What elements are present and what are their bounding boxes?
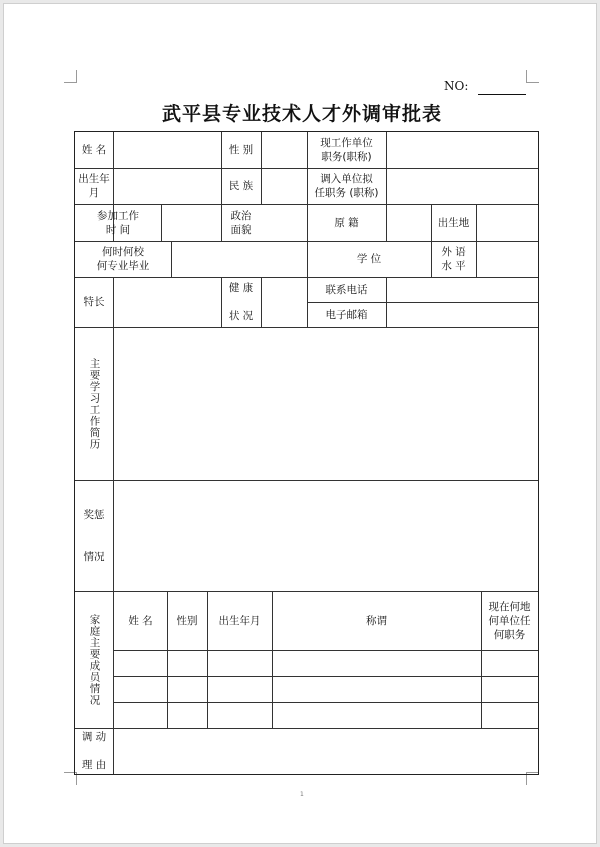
label-ethnicity: 民 族 (228, 180, 254, 192)
work-start-input[interactable] (162, 204, 221, 241)
email-input[interactable] (387, 302, 538, 327)
label-family: 家庭主要成员情况 (88, 613, 101, 706)
name-input[interactable] (114, 132, 221, 168)
specialty-input[interactable] (114, 277, 221, 327)
birthplace-input[interactable] (477, 204, 538, 241)
label-gender: 性 别 (228, 144, 254, 156)
crop-mark (64, 70, 77, 83)
family-row[interactable] (114, 677, 538, 702)
label-political: 政治 面貌 (230, 209, 252, 236)
school-input[interactable] (172, 241, 307, 277)
label-resume: 主要学习工作简历 (88, 357, 101, 450)
family-row[interactable] (114, 703, 538, 728)
label-reason: 调 动 理 由 (81, 731, 107, 771)
birth-date-input[interactable] (114, 168, 221, 204)
crop-mark (526, 70, 539, 83)
document-page (3, 3, 597, 844)
approval-form-table (74, 131, 539, 775)
label-birthplace: 出生地 (437, 216, 470, 229)
awards-textarea[interactable] (114, 481, 538, 591)
gender-input[interactable] (262, 132, 307, 168)
label-target-unit: 调入单位拟 任职务 (职称) (314, 173, 379, 199)
label-health: 健 康 状 况 (228, 282, 254, 322)
serial-number-field[interactable] (478, 94, 526, 95)
target-unit-input[interactable] (387, 168, 538, 204)
phone-input[interactable] (387, 277, 538, 302)
family-header-gender: 性别 (176, 614, 198, 627)
label-awards: 奖惩 情况 (83, 508, 105, 563)
family-header-position: 现在何地 何单位任 何职务 (488, 600, 531, 641)
current-unit-input[interactable] (387, 132, 538, 168)
resume-textarea[interactable] (114, 328, 538, 480)
label-school: 何时何校 何专业毕业 (96, 246, 150, 272)
language-input[interactable] (477, 241, 538, 277)
family-header-birth: 出生年月 (218, 614, 261, 627)
label-email: 电子邮箱 (325, 308, 368, 321)
reason-textarea[interactable] (114, 729, 538, 774)
label-work-start: 参加工作 时 间 (97, 209, 139, 236)
page-title: 武平县专业技术人才外调审批表 (161, 103, 442, 125)
family-header-relation: 称谓 (366, 614, 387, 627)
label-language: 外 语 水 平 (441, 246, 466, 272)
label-phone: 联系电话 (325, 283, 368, 296)
serial-number-label: NO: (444, 79, 469, 93)
label-native-place: 原 籍 (334, 216, 359, 229)
label-birth-date: 出生年月 (78, 173, 110, 199)
health-input[interactable] (262, 277, 307, 327)
page-number: 1 (300, 791, 304, 798)
native-place-input[interactable] (387, 204, 431, 241)
label-name: 姓 名 (81, 144, 107, 156)
ethnicity-input[interactable] (262, 168, 307, 204)
label-specialty: 特长 (83, 296, 105, 308)
family-row[interactable] (114, 651, 538, 676)
family-header-name: 姓 名 (128, 614, 153, 627)
label-degree: 学 位 (356, 253, 382, 265)
label-current-unit: 现工作单位 职务(职称) (320, 137, 373, 163)
political-input[interactable] (262, 204, 307, 241)
